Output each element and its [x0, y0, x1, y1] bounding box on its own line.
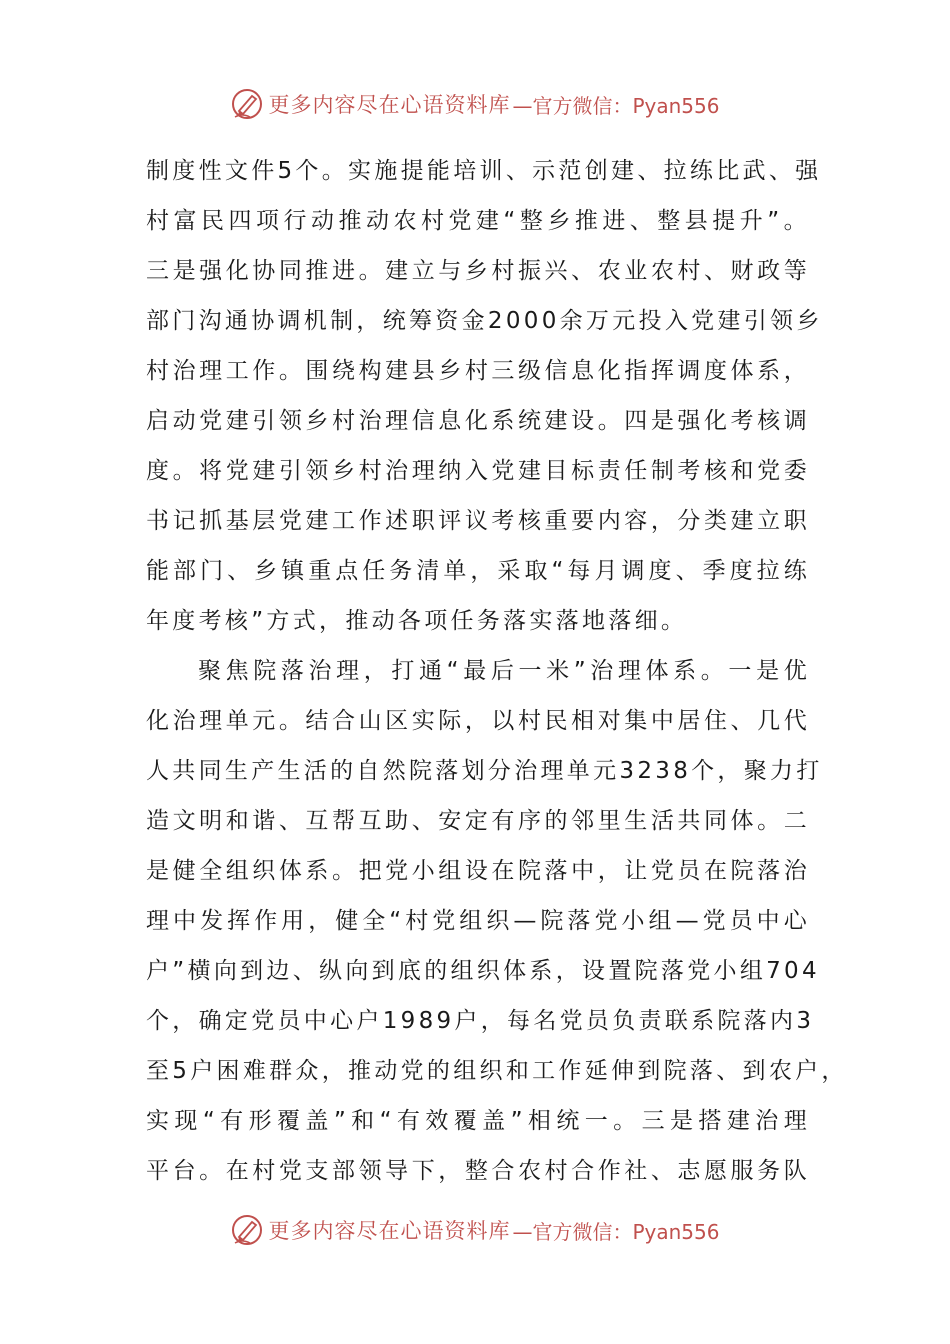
text-line: 启动党建引领乡村治理信息化系统建设。四是强化考核调 [146, 408, 810, 434]
watermark-brand-text: 更多内容尽在心语资料库 [268, 93, 511, 117]
text-line: 是健全组织体系。把党小组设在院落中，让党员在院落治 [146, 858, 810, 884]
text-line: 化治理单元。结合山区实际，以村民相对集中居住、几代 [146, 708, 810, 734]
text-line: 平台。在村党支部领导下，整合农村合作社、志愿服务队 [146, 1158, 810, 1184]
watermark-contact-text: —官方微信：Pyan556 [512, 93, 720, 118]
text-line: 至5户困难群众，推动党的组织和工作延伸到院落、到农户， [146, 1058, 848, 1084]
text-line: 实现“有形覆盖”和“有效覆盖”相统一。三是搭建治理 [146, 1108, 810, 1134]
watermark-contact-text: —官方微信：Pyan556 [512, 1219, 720, 1244]
text-line: 年度考核”方式，推动各项任务落实落地落细。 [146, 608, 688, 634]
header-watermark-banner [0, 82, 950, 126]
text-line: 理中发挥作用，健全“村党组织—院落党小组—党员中心 [146, 908, 810, 934]
text-line: 村治理工作。围绕构建县乡村三级信息化指挥调度体系， [146, 358, 810, 384]
footer-watermark-banner [0, 1208, 950, 1252]
text-line: 三是强化协同推进。建立与乡村振兴、农业农村、财政等 [146, 258, 810, 284]
pen-logo-icon [230, 87, 264, 121]
pen-logo-icon [230, 1213, 264, 1247]
text-line: 度。将党建引领乡村治理纳入党建目标责任制考核和党委 [146, 458, 810, 484]
paragraph-first-line: 聚焦院落治理，打通“最后一米”治理体系。一是优 [198, 658, 810, 684]
text-line: 户”横向到边、纵向到底的组织体系，设置院落党小组704 [146, 958, 820, 984]
text-line: 部门沟通协调机制，统筹资金2000余万元投入党建引领乡 [146, 308, 823, 334]
text-line: 个，确定党员中心户1989户，每名党员负责联系院落内3 [146, 1008, 815, 1034]
text-line: 能部门、乡镇重点任务清单，采取“每月调度、季度拉练 [146, 558, 810, 584]
document-body [146, 146, 848, 1196]
text-line: 造文明和谐、互帮互助、安定有序的邻里生活共同体。二 [146, 808, 810, 834]
text-line: 村富民四项行动推动农村党建“整乡推进、整县提升”。 [146, 208, 810, 234]
text-line: 书记抓基层党建工作述职评议考核重要内容，分类建立职 [146, 508, 810, 534]
watermark-brand-text: 更多内容尽在心语资料库 [268, 1219, 511, 1243]
text-line: 制度性文件5个。实施提能培训、示范创建、拉练比武、强 [146, 158, 822, 184]
text-line: 人共同生产生活的自然院落划分治理单元3238个，聚力打 [146, 758, 823, 784]
